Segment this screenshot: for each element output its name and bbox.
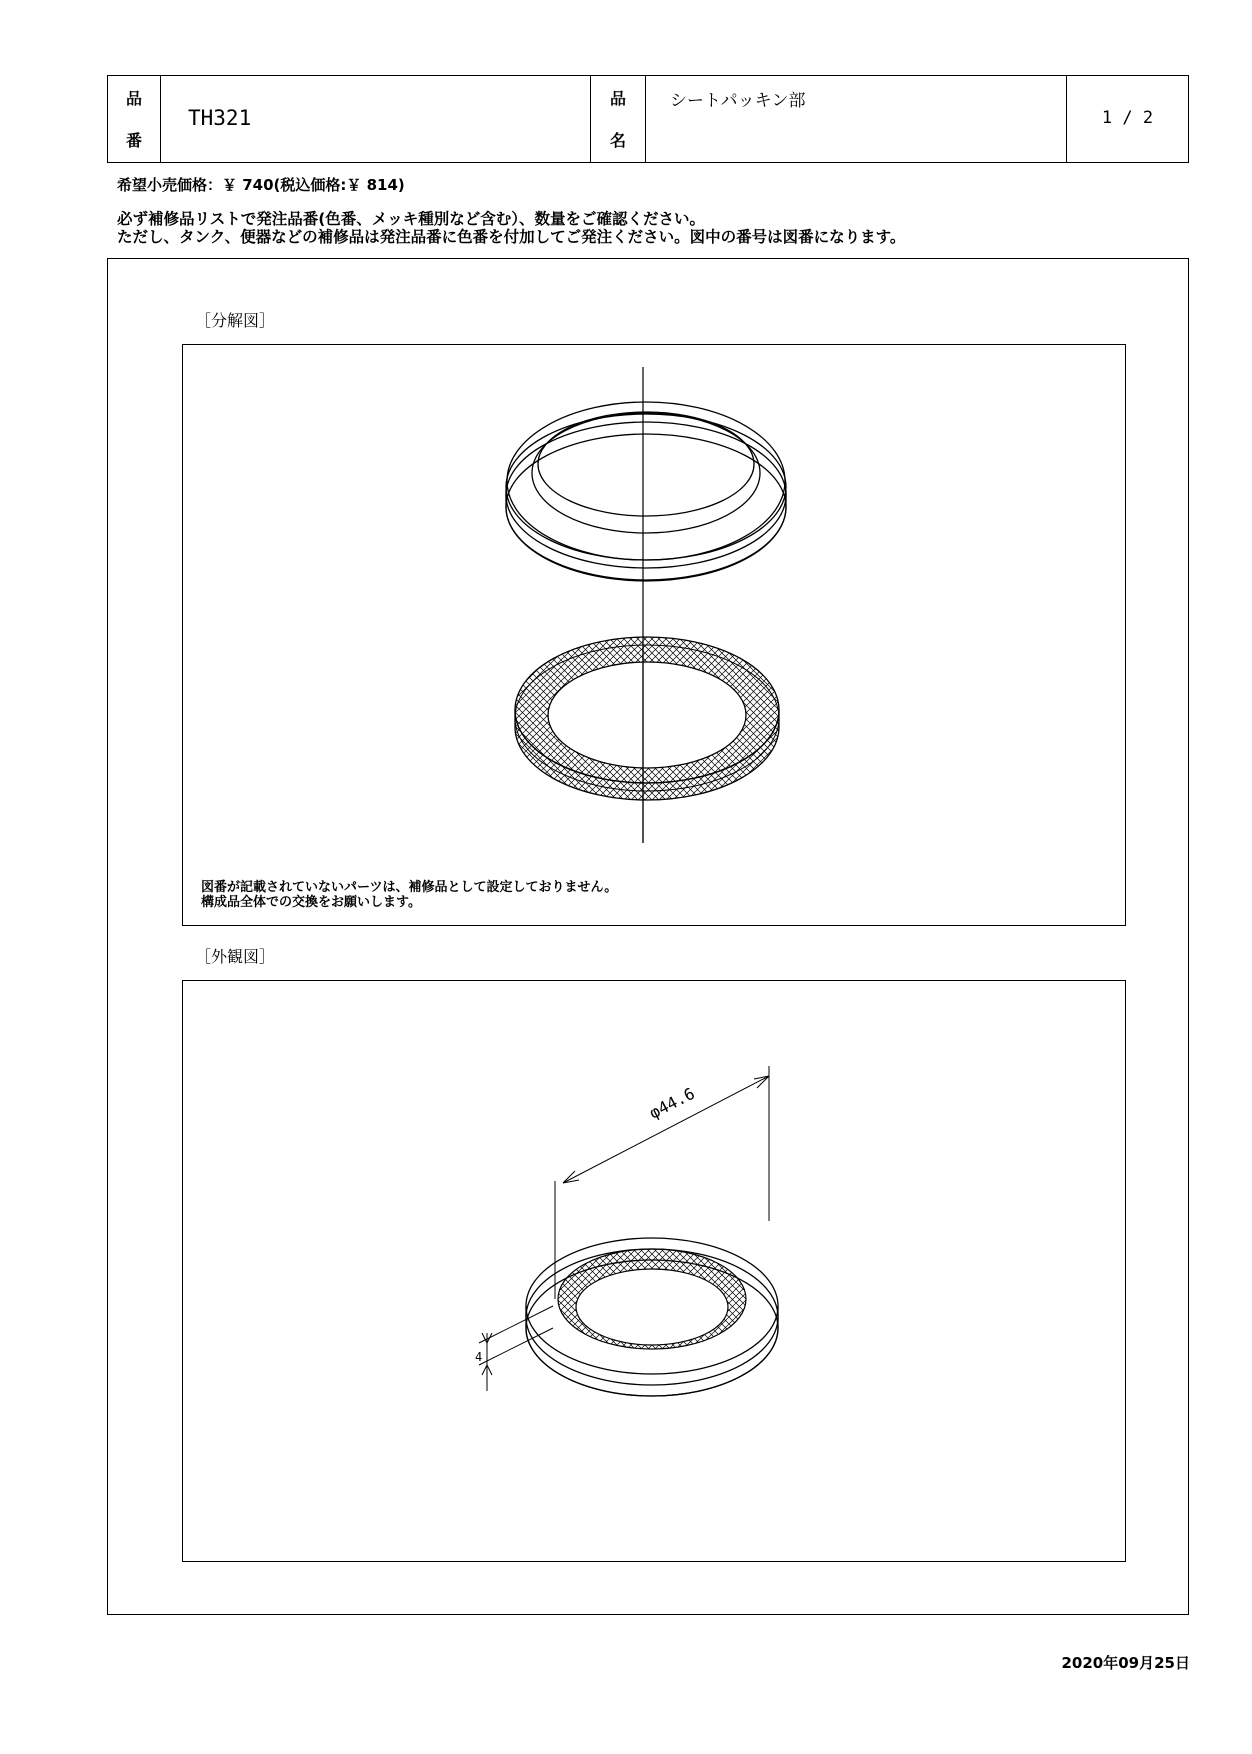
exploded-view-note [201,880,617,910]
gasket-part [515,637,779,800]
order-note-line-1: 必ず補修品リストで発注品番(色番、メッキ種別など含む）、数量をご確認ください。 [117,210,706,228]
part-number-label-top: 品 [125,89,142,108]
thickness-dimension [479,1306,553,1391]
retail-price: 希望小売価格：￥ 740(税込価格:￥ 814) [117,176,405,194]
exploded-view-note-line-1: 図番が記載されていないパーツは、補修品として設定しておりません。 [201,880,618,895]
exploded-view-box [182,344,1126,926]
part-number-label-cell [108,76,161,162]
exterior-view-box [182,980,1126,1562]
thickness-label: 4 [475,1350,483,1364]
page-cell [1067,76,1188,162]
exploded-view-drawing [183,345,1127,927]
part-name-label-cell [591,76,646,162]
diameter-label: φ44.6 [646,1083,698,1123]
order-note-line-2: ただし、タンク、便器などの補修品は発注品番に色番を付加してご発注ください。図中の番号は図番になります。 [117,228,906,246]
gasket-inner-hatch [558,1249,746,1349]
part-name-label-bottom: 名 [609,131,626,150]
part-name-label-top: 品 [609,89,626,108]
order-notes [117,210,905,246]
part-name-cell [646,76,1067,162]
part-number-label-bottom: 番 [125,131,142,150]
exterior-view-drawing [183,981,1127,1563]
part-number: TH321 [188,106,252,130]
title-block [107,75,1189,163]
exterior-view-label: ［外観図］ [195,947,276,966]
exploded-view-note-line-2: 構成品全体での交換をお願いします。 [201,895,421,910]
part-number-cell [161,76,591,162]
part-name: シートパッキン部 [670,91,806,111]
page-number: 1 / 2 [1101,108,1154,128]
exploded-view-label: ［分解図］ [195,311,276,330]
revision-date: 2020年09月25日 [1061,1654,1190,1672]
